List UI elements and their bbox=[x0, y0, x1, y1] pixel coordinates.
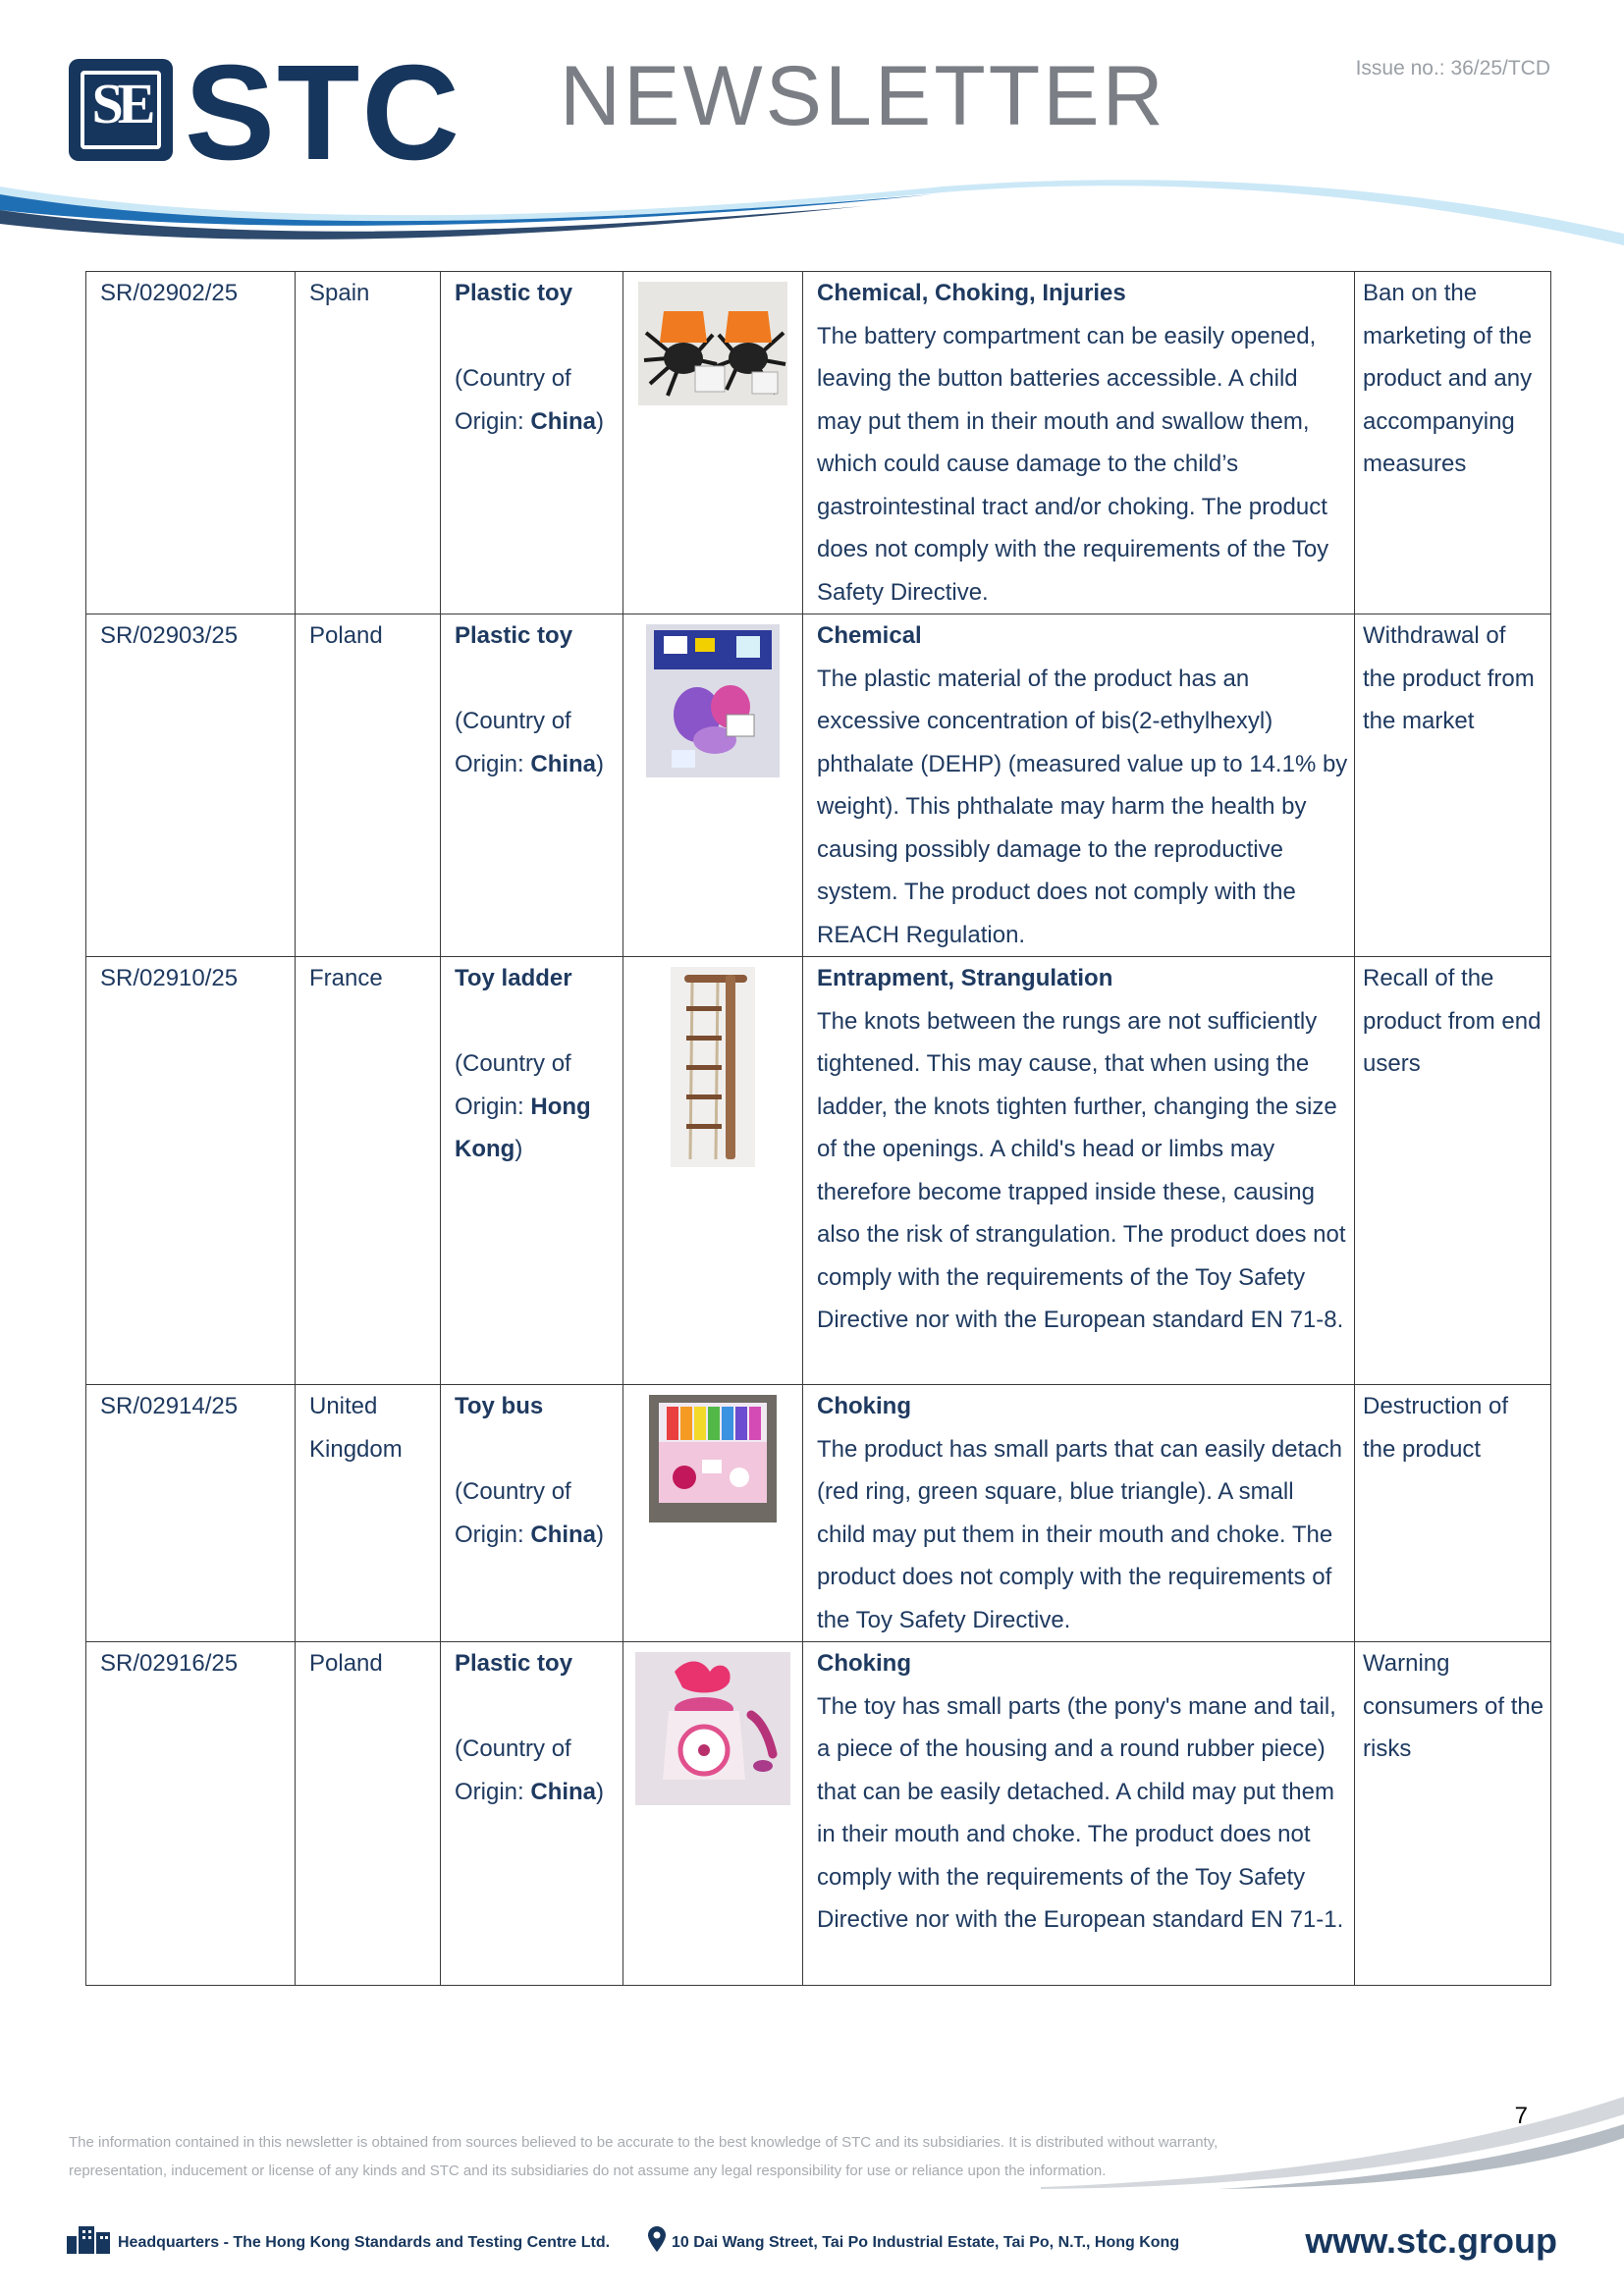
risk-description: The toy has small parts (the pony's mane and tail, a piece of the housing and a round rubber piece) that can be easily detached. A child may put them in their mouth and choke. The product does not comply with the requirements of the Toy Safety Directive nor with the European standard EN 71-1. bbox=[817, 1692, 1344, 1933]
origin-country: Hong Kong bbox=[455, 1093, 591, 1162]
product-cell bbox=[441, 1385, 623, 1642]
risk-type: Chemical, Choking, Injuries bbox=[817, 280, 1126, 306]
product-image-cell bbox=[623, 614, 803, 957]
risk-description-cell bbox=[803, 1385, 1355, 1642]
newsletter-title: NEWSLETTER bbox=[560, 49, 1166, 143]
website-link[interactable]: www.stc.group bbox=[1305, 2220, 1557, 2261]
recall-table bbox=[85, 271, 1551, 1986]
headquarters-text: Headquarters - The Hong Kong Standards and Testing Centre Ltd. bbox=[118, 2234, 611, 2251]
product-image-cell bbox=[623, 1385, 803, 1642]
risk-description-cell bbox=[803, 272, 1355, 614]
notifying-country: Spain bbox=[309, 280, 370, 306]
origin-suffix: ) bbox=[596, 750, 605, 777]
notifying-country: Poland bbox=[309, 1650, 383, 1677]
table-row bbox=[86, 957, 1551, 1385]
origin-prefix: (Country of Origin: bbox=[455, 365, 571, 435]
risk-description-cell bbox=[803, 1642, 1355, 1986]
product-image-cell bbox=[623, 957, 803, 1385]
stc-logo-text: STC bbox=[185, 37, 461, 188]
table-row bbox=[86, 614, 1551, 957]
reference-cell bbox=[86, 957, 296, 1385]
reference-number: SR/02902/25 bbox=[100, 280, 239, 306]
measures-cell bbox=[1355, 272, 1551, 614]
risk-description: The knots between the rungs are not sufficiently tightened. This may cause, that when using the ladder, the knots tighten further, changing the size of the openings. A child's head or limbs may therefore become trapped inside these, causing also the risk of strangulation. The product does not comply with the requirements of the Toy Safety Directive nor with the European standard EN 71-8. bbox=[817, 1007, 1346, 1333]
origin-prefix: (Country of Origin: bbox=[455, 1050, 571, 1120]
origin-prefix: (Country of Origin: bbox=[455, 1478, 571, 1548]
measures-cell bbox=[1355, 614, 1551, 957]
risk-description-cell bbox=[803, 614, 1355, 957]
product-cell bbox=[441, 957, 623, 1385]
risk-type: Entrapment, Strangulation bbox=[817, 965, 1113, 991]
risk-description: The product has small parts that can easily detach (red ring, green square, blue triangle). A small child may put them in their mouth and choke. The product does not comply with the requirements of the Toy Safety Directive. bbox=[817, 1435, 1342, 1633]
origin-prefix: (Country of Origin: bbox=[455, 1735, 571, 1805]
country-cell bbox=[296, 1642, 441, 1986]
measures-cell bbox=[1355, 1642, 1551, 1986]
disclaimer-text: The information contained in this newsletter is obtained from sources believed to be accurate to the best knowledge of STC and its subsidiaries. It is distributed without warranty, representation, inducement or license of any kinds and STC and its subsidiaries do not assume any legal responsibility for use or reliance upon the information. bbox=[69, 2134, 1218, 2179]
country-of-origin bbox=[455, 700, 609, 785]
measures-taken: Recall of the product from end users bbox=[1363, 965, 1542, 1077]
table-row bbox=[86, 272, 1551, 614]
notifying-country: Poland bbox=[309, 622, 383, 649]
notifying-country: France bbox=[309, 965, 383, 991]
spider-toy-image bbox=[631, 282, 794, 405]
table-row bbox=[86, 1642, 1551, 1986]
country-of-origin bbox=[455, 1728, 609, 1813]
country-of-origin bbox=[455, 1470, 609, 1556]
origin-country: China bbox=[530, 750, 597, 777]
country-of-origin bbox=[455, 1042, 609, 1171]
risk-type: Chemical bbox=[817, 622, 922, 649]
risk-type: Choking bbox=[817, 1393, 911, 1419]
reference-cell bbox=[86, 1385, 296, 1642]
reference-cell bbox=[86, 272, 296, 614]
reference-number: SR/02903/25 bbox=[100, 622, 239, 649]
product-name: Plastic toy bbox=[455, 622, 573, 649]
pony-toy-image bbox=[631, 1652, 794, 1805]
toy-bus-image bbox=[631, 1395, 794, 1522]
measures-cell bbox=[1355, 1385, 1551, 1642]
origin-prefix: (Country of Origin: bbox=[455, 708, 571, 777]
product-name: Toy ladder bbox=[455, 965, 572, 991]
page-number: 7 bbox=[1514, 2103, 1528, 2129]
measures-cell bbox=[1355, 957, 1551, 1385]
headquarters-building-icon bbox=[65, 2224, 112, 2254]
origin-suffix: ) bbox=[596, 1521, 605, 1548]
country-cell bbox=[296, 1385, 441, 1642]
risk-type: Choking bbox=[817, 1650, 911, 1677]
measures-taken: Warning consumers of the risks bbox=[1363, 1650, 1544, 1762]
origin-suffix: ) bbox=[596, 407, 605, 435]
measures-taken: Withdrawal of the product from the market bbox=[1363, 622, 1535, 734]
product-image-cell bbox=[623, 1642, 803, 1986]
footer-contact-bar bbox=[65, 2220, 1557, 2260]
product-name: Plastic toy bbox=[455, 280, 573, 306]
measures-taken: Destruction of the product bbox=[1363, 1393, 1509, 1463]
measures-taken: Ban on the marketing of the product and any accompanying measures bbox=[1363, 280, 1533, 477]
country-cell bbox=[296, 272, 441, 614]
issue-number: Issue no.: 36/25/TCD bbox=[1355, 57, 1550, 80]
location-pin-icon bbox=[648, 2226, 666, 2252]
stc-logo-mark bbox=[69, 59, 173, 161]
risk-description-cell bbox=[803, 957, 1355, 1385]
risk-description: The plastic material of the product has an excessive concentration of bis(2-ethylhexyl) phthalate (DEHP) (measured value up to 14.1% by weight). This phthalate may harm the health by causing possibly damage to the reproductive system. The product does not comply with the REACH Regulation. bbox=[817, 665, 1348, 948]
origin-suffix: ) bbox=[514, 1136, 523, 1162]
reference-cell bbox=[86, 1642, 296, 1986]
product-cell bbox=[441, 272, 623, 614]
logo-mark-glyph: SE bbox=[91, 72, 150, 135]
reference-number: SR/02914/25 bbox=[100, 1393, 239, 1419]
bagged-toy-image bbox=[631, 624, 794, 777]
product-cell bbox=[441, 614, 623, 957]
origin-suffix: ) bbox=[596, 1778, 605, 1805]
header-swoosh-decoration bbox=[0, 177, 1624, 255]
rope-ladder-image bbox=[631, 967, 794, 1167]
reference-number: SR/02916/25 bbox=[100, 1650, 239, 1677]
origin-country: China bbox=[530, 1778, 597, 1805]
table-row bbox=[86, 1385, 1551, 1642]
origin-country: China bbox=[530, 1521, 597, 1548]
address-text: 10 Dai Wang Street, Tai Po Industrial Estate, Tai Po, N.T., Hong Kong bbox=[672, 2234, 1180, 2251]
reference-number: SR/02910/25 bbox=[100, 965, 239, 991]
reference-cell bbox=[86, 614, 296, 957]
country-cell bbox=[296, 957, 441, 1385]
product-cell bbox=[441, 1642, 623, 1986]
product-image-cell bbox=[623, 272, 803, 614]
country-cell bbox=[296, 614, 441, 957]
product-name: Plastic toy bbox=[455, 1650, 573, 1677]
product-name: Toy bus bbox=[455, 1393, 544, 1419]
country-of-origin bbox=[455, 357, 609, 443]
notifying-country: United Kingdom bbox=[309, 1393, 403, 1463]
origin-country: China bbox=[530, 407, 597, 435]
risk-description: The battery compartment can be easily opened, leaving the button batteries accessible. A child may put them in their mouth and swallow them, which could cause damage to the child’s gastrointestinal tract and/or choking. The product does not comply with the requirements of the Toy Safety Directive. bbox=[817, 322, 1329, 606]
